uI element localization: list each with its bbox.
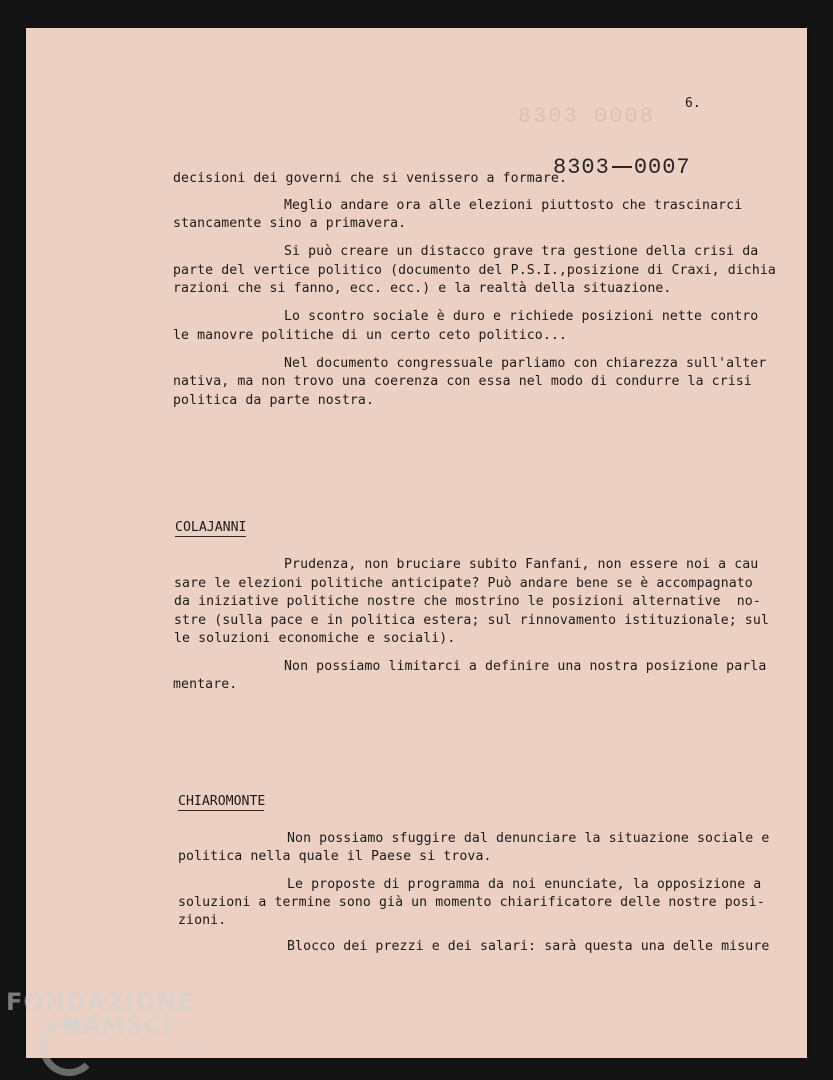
speaker-underline xyxy=(178,810,264,811)
watermark-suffix: onlus xyxy=(176,1048,203,1059)
paragraph-4-line-1: Nel documento congressuale parliamo con chiarezza sull'alter xyxy=(284,356,767,371)
paragraph-2-line-3: razioni che si fanno, ecc. ecc.) e la realtà della situazione. xyxy=(173,281,672,296)
colajanni-p1-line-3: da iniziative politiche nostre che mostrino le posizioni alternative no- xyxy=(174,594,761,609)
paragraph-4-line-2: nativa, ma non trovo una coerenza con essa nel modo di condurre la crisi xyxy=(173,374,752,389)
watermark-line-2: RAMSCI xyxy=(62,1012,173,1040)
page-number: 6. xyxy=(685,96,701,111)
stamp-left: 8303 xyxy=(553,155,610,180)
chiaromonte-p3-line-1: Blocco dei prezzi e dei salari: sarà questa una delle misure xyxy=(287,939,770,954)
chiaromonte-p1-line-1: Non possiamo sfuggire dal denunciare la situazione sociale e xyxy=(287,831,770,846)
paragraph-4-line-3: politica da parte nostra. xyxy=(173,393,374,408)
paragraph-2-line-2: parte del vertice politico (documento del P.S.I.,posizione di Craxi, dichia xyxy=(173,263,776,278)
watermark-line-1: FONDAZIONE xyxy=(6,988,195,1016)
chiaromonte-p1-line-2: politica nella quale il Paese si trova. xyxy=(178,849,492,864)
paragraph-0-line-1: decisioni dei governi che si venissero a formare. xyxy=(173,171,567,186)
paragraph-1-line-1: Meglio andare ora alle elezioni piuttosto che trascinarci xyxy=(284,198,743,213)
colajanni-p2-line-2: mentare. xyxy=(173,677,238,692)
colajanni-p1-line-5: le soluzioni economiche e sociali). xyxy=(174,631,456,646)
archive-stamp xyxy=(553,155,691,180)
paragraph-3-line-2: le manovre politiche di un certo ceto politico... xyxy=(173,328,567,343)
fondazione-gramsci-watermark xyxy=(6,988,203,1059)
colajanni-p1-line-1: Prudenza, non bruciare subito Fanfani, non essere noi a cau xyxy=(284,557,759,572)
stamp-right: 0007 xyxy=(633,155,691,180)
paragraph-1-line-2: stancamente sino a primavera. xyxy=(173,216,407,231)
chiaromonte-p2-line-1: Le proposte di programma da noi enunciate, la opposizione a xyxy=(287,877,762,892)
speaker-name-colajanni: COLAJANNI xyxy=(175,520,247,535)
colajanni-p2-line-1: Non possiamo limitarci a definire una nostra posizione parla xyxy=(284,659,767,674)
chiaromonte-p2-line-2: soluzioni a termine sono già un momento chiarificatore delle nostre posi- xyxy=(178,895,765,910)
colajanni-p1-line-2: sare le elezioni politiche anticipate? Può andare bene se è accompagnato xyxy=(174,576,753,591)
colajanni-p1-line-4: stre (sulla pace e in politica estera; sul rinnovamento istituzionale; sul xyxy=(174,613,769,628)
speaker-underline xyxy=(175,536,246,537)
chiaromonte-p2-line-3: zioni. xyxy=(178,913,227,928)
document-page xyxy=(26,28,807,1058)
speaker-name-chiaromonte: CHIAROMONTE xyxy=(178,794,266,809)
paragraph-2-line-1: Si può creare un distacco grave tra gestione della crisi da xyxy=(284,244,759,259)
ghost-stamp: 8303 0008 xyxy=(518,104,655,129)
paragraph-3-line-1: Lo scontro sociale è duro e richiede posizioni nette contro xyxy=(284,309,759,324)
gramsci-g-logo-icon xyxy=(40,1018,98,1076)
stamp-separator xyxy=(612,166,632,168)
